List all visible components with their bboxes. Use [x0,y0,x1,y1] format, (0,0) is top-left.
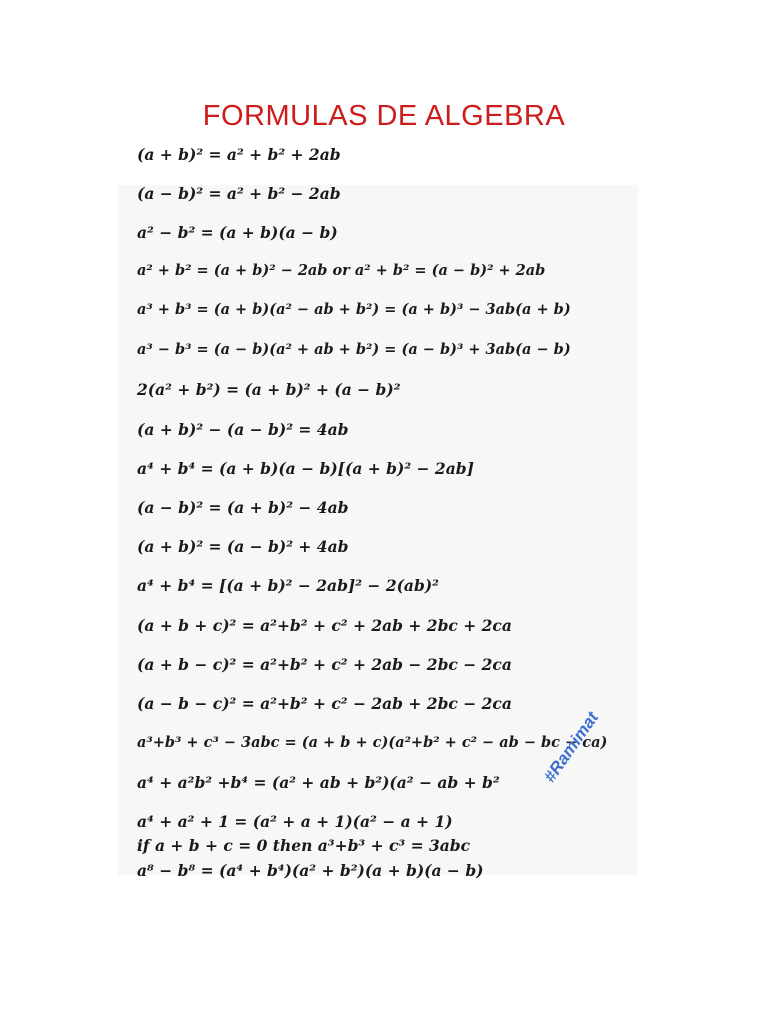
formula-line: (a + b + c)² = a²+b² + c² + 2ab + 2bc + 2ca [137,616,512,635]
formula-line: if a + b + c = 0 then a³+b³ + c³ = 3abc [137,836,471,855]
formula-line: a⁴ + b⁴ = [(a + b)² − 2ab]² − 2(ab)² [137,576,439,595]
formula-line: (a − b − c)² = a²+b² + c² − 2ab + 2bc − 2ca [137,694,512,713]
formula-line: a⁴ + a²b² +b⁴ = (a² + ab + b²)(a² − ab + b² [137,773,500,792]
formula-line: (a − b)² = a² + b² − 2ab [137,184,341,203]
formula-line: (a + b)² = (a − b)² + 4ab [137,537,349,556]
formula-line: a³ − b³ = (a − b)(a² + ab + b²) = (a − b)³ + 3ab(a − b) [137,341,571,358]
formula-line: (a + b − c)² = a²+b² + c² + 2ab − 2bc − 2ca [137,655,512,674]
formula-line: a² + b² = (a + b)² − 2ab or a² + b² = (a − b)² + 2ab [137,262,546,279]
formula-line: a⁸ − b⁸ = (a⁴ + b⁴)(a² + b²)(a + b)(a − b) [137,861,484,880]
formula-line: a³ + b³ = (a + b)(a² − ab + b²) = (a + b)³ − 3ab(a + b) [137,301,571,318]
watermark-text: #Ramimat [540,708,603,786]
formula-line: a² − b² = (a + b)(a − b) [137,223,338,242]
formula-line: a⁴ + a² + 1 = (a² + a + 1)(a² − a + 1) [137,812,453,831]
formula-line: (a − b)² = (a + b)² − 4ab [137,498,349,517]
formula-line: a³+b³ + c³ − 3abc = (a + b + c)(a²+b² + c² − ab − bc − ca) [137,734,608,751]
formula-line: a⁴ + b⁴ = (a + b)(a − b)[(a + b)² − 2ab] [137,459,474,478]
formula-line: 2(a² + b²) = (a + b)² + (a − b)² [137,380,401,399]
page-title: FORMULAS DE ALGEBRA [202,100,566,132]
formula-line: (a + b)² = a² + b² + 2ab [137,145,341,164]
formula-line: (a + b)² − (a − b)² = 4ab [137,420,349,439]
